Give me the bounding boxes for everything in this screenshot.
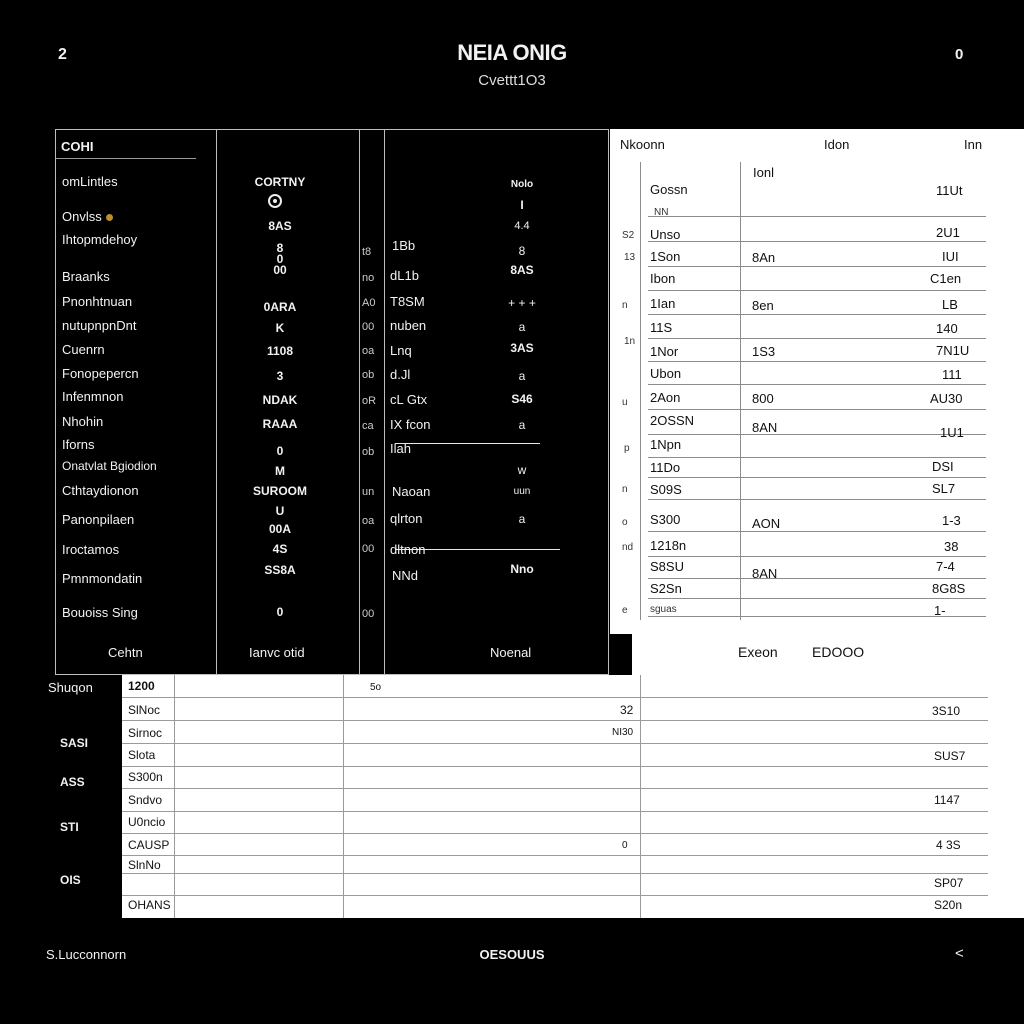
cell: 1Nor <box>650 344 679 359</box>
cell: 00 <box>273 263 287 277</box>
cell: 11Ut <box>936 183 963 198</box>
footer-left-link[interactable]: S.Lucconnorn <box>46 947 127 962</box>
cell: 11Do <box>650 460 681 475</box>
row-rule <box>648 434 986 435</box>
cell: t8 <box>362 246 372 258</box>
panel-header-label: COHI <box>61 139 94 154</box>
cell: 8G8S <box>932 581 966 596</box>
cell: IUI <box>942 249 959 264</box>
table-cell: 3S10 <box>932 704 961 718</box>
row-label[interactable]: Nhohin <box>62 414 104 429</box>
cell: 0 <box>276 252 284 266</box>
table-cell: S300n <box>128 770 163 784</box>
row-label[interactable]: Ihtopmdehoy <box>62 232 138 247</box>
cell: Ilah <box>390 441 411 456</box>
row-rule <box>122 697 988 698</box>
panel-divider <box>216 129 217 675</box>
cell: 1Ian <box>650 296 676 311</box>
row-label[interactable]: Cthtaydionon <box>62 483 139 498</box>
column-divider <box>740 162 741 620</box>
cell: ob <box>362 446 375 458</box>
table-cell: Sndvo <box>128 793 163 807</box>
cell: qlrton <box>390 511 423 526</box>
column-header: Nkoonn <box>620 137 665 152</box>
cell: SL7 <box>932 481 956 496</box>
row-label[interactable]: Iroctamos <box>62 542 120 557</box>
column-header: Inn <box>964 137 983 152</box>
row-code: 13 <box>624 252 636 263</box>
cell: Unso <box>650 227 681 242</box>
panel-footer-label: Ianvc otid <box>249 645 305 660</box>
cell: uun <box>513 486 531 497</box>
cell: 8en <box>752 298 774 313</box>
column-divider <box>640 162 641 620</box>
cell: a <box>518 512 526 526</box>
cell: sguas <box>650 604 677 615</box>
cell: 0 <box>276 605 284 619</box>
row-group-label: STI <box>60 820 79 834</box>
cell: SS8A <box>264 563 296 577</box>
row-code: u <box>622 397 628 408</box>
row-code: o <box>622 517 628 528</box>
header-rule <box>56 158 196 159</box>
table-cell: SP07 <box>934 876 964 890</box>
row-label[interactable]: Fonopepercn <box>62 366 139 381</box>
cell: 8AN <box>752 420 778 435</box>
table-cell: SlNoc <box>128 703 161 717</box>
column-header: Nolo <box>510 179 534 190</box>
row-rule <box>122 788 988 789</box>
cell: M <box>275 464 285 478</box>
row-rule <box>648 598 986 599</box>
cell: NDAK <box>262 393 298 407</box>
row-rule <box>648 266 986 267</box>
cell: 8 <box>276 241 284 255</box>
cell: S300 <box>650 512 681 527</box>
cell: S2Sn <box>650 581 682 596</box>
cell: A0 <box>362 297 376 309</box>
cell: 1108 <box>266 344 294 358</box>
cell: dltnon <box>390 542 426 557</box>
cell: cL Gtx <box>390 392 428 407</box>
table-cell: OHANS <box>128 898 171 912</box>
row-label[interactable]: nutupnpnDnt <box>62 318 137 333</box>
cell: oR <box>362 395 377 407</box>
row-rule <box>122 833 988 834</box>
cell: LB <box>942 297 958 312</box>
cell: Naoan <box>392 484 431 499</box>
cell: 140 <box>936 321 958 336</box>
table-cell: 0 <box>622 840 628 851</box>
row-label[interactable]: omLintles <box>62 174 118 189</box>
cell: AU30 <box>930 391 963 406</box>
cell: 00A <box>268 522 291 536</box>
cell: 8An <box>752 250 776 265</box>
cell: IX fcon <box>390 417 431 432</box>
cell: 00 <box>362 608 375 620</box>
cell: Ubon <box>650 366 682 381</box>
column-subheader: Ionl <box>753 165 774 180</box>
cell: 11S <box>650 320 673 335</box>
column-divider <box>343 675 344 918</box>
cell: 4S <box>272 542 288 556</box>
row-label[interactable]: Pnonhtnuan <box>62 294 133 309</box>
row-label[interactable]: Onatvlat Bgiodion <box>62 459 157 473</box>
row-rule <box>648 361 986 362</box>
row-rule <box>648 314 986 315</box>
footer-value: EDOOO <box>812 644 865 660</box>
cell: no <box>362 272 375 284</box>
row-label[interactable]: Pmnmondatin <box>62 571 143 586</box>
row-label[interactable]: Bouoiss Sing <box>62 605 138 620</box>
cell: AON <box>752 516 781 531</box>
cell: 8AS <box>510 263 534 277</box>
cell: Lnq <box>390 343 412 358</box>
cell: 1Son <box>650 249 681 264</box>
row-code: nd <box>622 542 634 553</box>
cell: 1U1 <box>940 425 964 440</box>
cell: w <box>517 463 527 477</box>
table-cell: SUS7 <box>934 749 966 763</box>
row-code: n <box>622 484 628 495</box>
cell: 00 <box>362 543 375 555</box>
row-rule <box>648 556 986 557</box>
panel-footer-label: Cehtn <box>108 645 143 660</box>
row-code: S2 <box>622 230 635 241</box>
cell: C1en <box>930 271 962 286</box>
table-cell: CAUSP <box>128 838 170 852</box>
row-rule <box>648 457 986 458</box>
row-rule <box>648 290 986 291</box>
cell: 800 <box>752 391 774 406</box>
row-rule <box>122 720 988 721</box>
row-rule <box>122 766 988 767</box>
row-group-label: OIS <box>60 873 81 887</box>
header-left-badge: 2 <box>58 46 67 63</box>
row-rule <box>395 443 540 444</box>
row-code: p <box>624 443 630 454</box>
cell: d.Jl <box>390 367 411 382</box>
cell: SUROOM <box>253 484 307 498</box>
cell: 1-3 <box>942 513 961 528</box>
cell: S8SU <box>650 559 684 574</box>
column-divider <box>640 675 641 918</box>
column-header: 5o <box>370 682 382 693</box>
cell: 111 <box>942 367 962 382</box>
row-label[interactable]: Onvlss <box>62 209 113 224</box>
cell: 1Npn <box>650 437 682 452</box>
column-header: Idon <box>824 137 850 152</box>
cell: 0ARA <box>263 300 297 314</box>
column-header: 1200 <box>128 679 155 693</box>
row-rule <box>648 578 986 579</box>
cell: 1- <box>934 603 946 618</box>
cell: NNd <box>392 568 419 583</box>
table-side-header: Shuqon <box>48 680 93 695</box>
row-rule <box>648 241 986 242</box>
row-label[interactable]: Braanks <box>62 269 110 284</box>
cell: 3AS <box>510 341 534 355</box>
row-group-label: SASI <box>60 736 89 750</box>
cell: 8AN <box>752 566 778 581</box>
table-cell: NI30 <box>612 727 634 738</box>
table-cell: 32 <box>620 703 634 717</box>
row-label[interactable]: Iforns <box>62 437 95 452</box>
column-divider <box>174 675 175 918</box>
cell: 2U1 <box>936 225 960 240</box>
cell: 38 <box>944 539 959 554</box>
cell: dL1b <box>390 268 419 283</box>
row-code: 1n <box>624 336 636 347</box>
row-rule <box>648 384 986 385</box>
cell: S46 <box>511 392 533 406</box>
table-cell: 4 3S <box>936 838 961 852</box>
footer-center-label: OESOUUS <box>479 947 545 962</box>
table-cell: S20n <box>934 898 963 912</box>
cell: 8 <box>518 244 526 258</box>
page-subtitle: Cvettt1O3 <box>478 72 546 89</box>
table-cell: 1147 <box>934 793 960 807</box>
cell: 2Aon <box>650 390 681 405</box>
cell: DSI <box>932 459 954 474</box>
row-label[interactable]: Cuenrn <box>62 342 105 357</box>
cell: NN <box>654 207 669 218</box>
bottom-table <box>122 675 1024 918</box>
row-rule <box>122 873 988 874</box>
row-rule <box>648 531 986 532</box>
row-rule <box>648 216 986 217</box>
panel-footer-label: Noenal <box>490 645 532 660</box>
row-rule <box>122 811 988 812</box>
cell: 8AS <box>268 219 292 233</box>
cell: nuben <box>390 318 427 333</box>
panel-divider <box>384 129 385 675</box>
cell: T8SM <box>390 294 425 309</box>
cell: oa <box>362 515 375 527</box>
cell: 7-4 <box>936 559 955 574</box>
row-rule <box>648 499 986 500</box>
row-rule <box>122 855 988 856</box>
row-rule <box>648 409 986 410</box>
row-code: e <box>622 605 628 616</box>
cell: ca <box>362 420 374 432</box>
header-right-badge[interactable]: 0 <box>955 46 964 63</box>
page-title: NEIA ONIG <box>457 40 567 65</box>
back-chevron-icon[interactable]: < <box>955 945 964 962</box>
cell: Ibon <box>650 271 676 286</box>
cell: 0 <box>276 444 284 458</box>
cell: un <box>362 486 375 498</box>
cell: 3 <box>276 369 284 383</box>
row-label[interactable]: Infenmnon <box>62 389 124 404</box>
cell: Nno <box>510 562 534 576</box>
row-label[interactable]: Panonpilaen <box>62 512 135 527</box>
row-rule <box>122 743 988 744</box>
table-cell: SlnNo <box>128 858 161 872</box>
cell: ob <box>362 369 375 381</box>
panel-divider <box>359 129 360 675</box>
column-header: CORTNY <box>254 175 306 189</box>
row-group-label: ASS <box>60 775 85 789</box>
table-cell: Slota <box>128 748 156 762</box>
cell: K <box>275 321 285 335</box>
cell: 1S3 <box>752 344 776 359</box>
cell: 1218n <box>650 538 687 553</box>
table-cell: Sirnoc <box>128 726 163 740</box>
cell: 7N1U <box>936 343 970 358</box>
table-cell: U0ncio <box>128 815 166 829</box>
cell: a <box>518 320 526 334</box>
cell: U <box>275 504 285 518</box>
cell: 1Bb <box>392 238 416 253</box>
cell: a <box>518 369 526 383</box>
status-dot-icon <box>106 214 113 221</box>
cell: S09S <box>650 482 682 497</box>
row-rule <box>648 477 986 478</box>
cell: Gossn <box>650 182 688 197</box>
cell: + + + <box>508 296 536 310</box>
cell: oa <box>362 345 375 357</box>
gear-icon[interactable] <box>268 194 282 208</box>
cell: 2OSSN <box>650 413 695 428</box>
row-rule <box>648 338 986 339</box>
row-rule <box>122 895 988 896</box>
row-code: n <box>622 300 628 311</box>
cell: RAAA <box>262 417 298 431</box>
cell: 4.4 <box>514 220 530 232</box>
cell: 00 <box>362 321 375 333</box>
footer-label: Exeon <box>738 644 778 660</box>
cell: I <box>520 198 524 212</box>
cell: a <box>518 418 526 432</box>
